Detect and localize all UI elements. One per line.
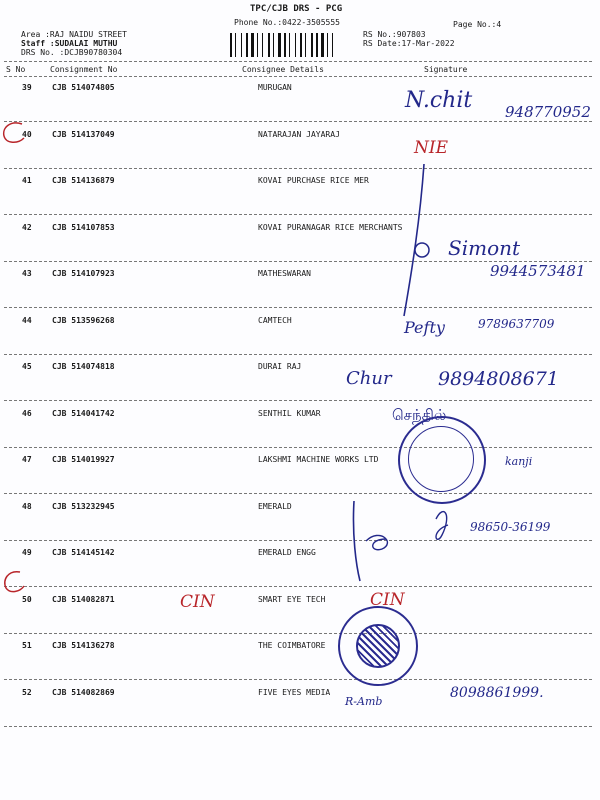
row-sno: 51 bbox=[22, 641, 32, 650]
phone-52: 8098861999. bbox=[450, 685, 544, 701]
pen-stroke-line bbox=[390, 160, 450, 320]
row-sno: 52 bbox=[22, 687, 32, 697]
column-signature: Signature bbox=[424, 65, 468, 74]
document-title: TPC/CJB DRS - PCG bbox=[250, 4, 343, 14]
row-consignee-name: EMERALD ENGG bbox=[258, 548, 316, 557]
row-consignment-no: CJB 514019927 bbox=[52, 455, 115, 464]
row-consignee-name: KOVAI PURCHASE RICE MER bbox=[258, 176, 369, 185]
row-divider bbox=[4, 586, 592, 587]
row-consignment-no: CJB 514074805 bbox=[52, 83, 115, 92]
pen-stroke-49 bbox=[340, 495, 460, 585]
row-divider bbox=[4, 354, 592, 355]
row-consignee-name: DURAI RAJ bbox=[258, 362, 302, 371]
row-divider bbox=[4, 633, 592, 634]
row-sno: 46 bbox=[22, 408, 32, 418]
row-consignee-name: MATHESWARAN bbox=[258, 269, 311, 278]
column-consignment: Consignment No bbox=[50, 65, 118, 74]
row-consignment-no: CJB 514074818 bbox=[52, 362, 115, 371]
signature-43: Simont bbox=[448, 236, 521, 260]
header-divider bbox=[4, 61, 592, 62]
circle-mark-40 bbox=[0, 118, 28, 146]
row-consignment-no: CJB 513596268 bbox=[52, 315, 115, 325]
row-divider bbox=[4, 679, 592, 680]
row-sno: 44 bbox=[22, 315, 32, 325]
row-consignment-no: CJB 514107853 bbox=[52, 222, 115, 232]
row-consignee-name: CAMTECH bbox=[258, 315, 292, 325]
row-sno: 39 bbox=[22, 83, 32, 92]
barcode bbox=[230, 33, 350, 57]
phone-39: 948770952 bbox=[505, 103, 591, 121]
row-consignee-name: FIVE EYES MEDIA bbox=[258, 687, 331, 697]
signature-44: Pefty bbox=[404, 318, 445, 337]
row-sno: 43 bbox=[22, 269, 32, 278]
row-consignment-no: CJB 514136879 bbox=[52, 176, 115, 185]
row-consignment-no: CJB 514145142 bbox=[52, 548, 115, 557]
row-divider bbox=[4, 214, 592, 215]
rs-number: RS No.:907803 bbox=[363, 30, 426, 39]
bank-seal-stamp bbox=[338, 606, 418, 686]
row-consignee-name: MURUGAN bbox=[258, 83, 292, 92]
row-consignee-name: EMERALD bbox=[258, 501, 292, 511]
row-consignment-no: CJB 514107923 bbox=[52, 269, 115, 278]
phone-49: 98650-36199 bbox=[470, 520, 551, 534]
phone-number: Phone No.:0422-3505555 bbox=[234, 18, 340, 27]
signature-47: kanji bbox=[505, 455, 533, 468]
row-divider bbox=[4, 447, 592, 448]
drs-number: DRS No. :DCJB90780304 bbox=[21, 48, 123, 57]
row-consignee-name: NATARAJAN JAYARAJ bbox=[258, 129, 340, 139]
company-seal-stamp bbox=[398, 416, 486, 504]
phone-45: 9894808671 bbox=[438, 368, 559, 390]
signature-52: R-Amb bbox=[345, 695, 383, 708]
rs-date: RS Date:17-Mar-2022 bbox=[363, 39, 455, 48]
row-consignment-no: CJB 514136278 bbox=[52, 641, 115, 650]
row-consignment-no: CJB 514082869 bbox=[52, 687, 115, 697]
row-sno: 50 bbox=[22, 594, 32, 604]
row-divider bbox=[4, 168, 592, 169]
row-sno: 40 bbox=[22, 129, 32, 139]
row-divider bbox=[4, 400, 592, 401]
row-consignee-name: SMART EYE TECH bbox=[258, 594, 326, 604]
signature-46: செந்தில் bbox=[392, 406, 447, 424]
row-consignee-name: LAKSHMI MACHINE WORKS LTD bbox=[258, 455, 379, 464]
row-divider bbox=[4, 121, 592, 122]
row-consignment-no: CJB 514137049 bbox=[52, 129, 115, 139]
row-consignment-no: CJB 514041742 bbox=[52, 408, 115, 418]
page-number: Page No.:4 bbox=[453, 20, 502, 29]
cin-note-b: CIN bbox=[370, 590, 405, 610]
row-consignee-name: KOVAI PURANAGAR RICE MERCHANTS bbox=[258, 222, 403, 232]
row-consignment-no: CJB 514082871 bbox=[52, 594, 115, 604]
row-sno: 47 bbox=[22, 455, 32, 464]
row-consignee-name: THE COIMBATORE bbox=[258, 641, 326, 650]
row-sno: 45 bbox=[22, 362, 32, 371]
row-consignment-no: CJB 513232945 bbox=[52, 501, 115, 511]
row-divider bbox=[4, 493, 592, 494]
row-divider bbox=[4, 307, 592, 308]
phone-43: 9944573481 bbox=[490, 262, 586, 280]
row-sno: 49 bbox=[22, 548, 32, 557]
nie-note: NIE bbox=[414, 138, 448, 158]
staff-label: Staff :SUDALAI MUTHU bbox=[21, 39, 118, 48]
phone-44: 9789637709 bbox=[478, 317, 555, 331]
row-sno: 42 bbox=[22, 222, 32, 232]
row-sno: 48 bbox=[22, 501, 32, 511]
cin-note-a: CIN bbox=[180, 592, 215, 612]
signature-39: N.chit bbox=[405, 88, 473, 113]
row-sno: 41 bbox=[22, 176, 32, 185]
column-consignee: Consignee Details bbox=[242, 65, 324, 74]
column-divider bbox=[4, 76, 592, 77]
signature-45: Chur bbox=[346, 368, 392, 389]
area-label: Area :RAJ NAIDU STREET bbox=[21, 30, 127, 39]
row-consignee-name: SENTHIL KUMAR bbox=[258, 408, 321, 418]
row-divider bbox=[4, 726, 592, 727]
row-divider bbox=[4, 540, 592, 541]
circle-mark-50 bbox=[0, 568, 28, 596]
column-sno: S No bbox=[6, 65, 26, 74]
